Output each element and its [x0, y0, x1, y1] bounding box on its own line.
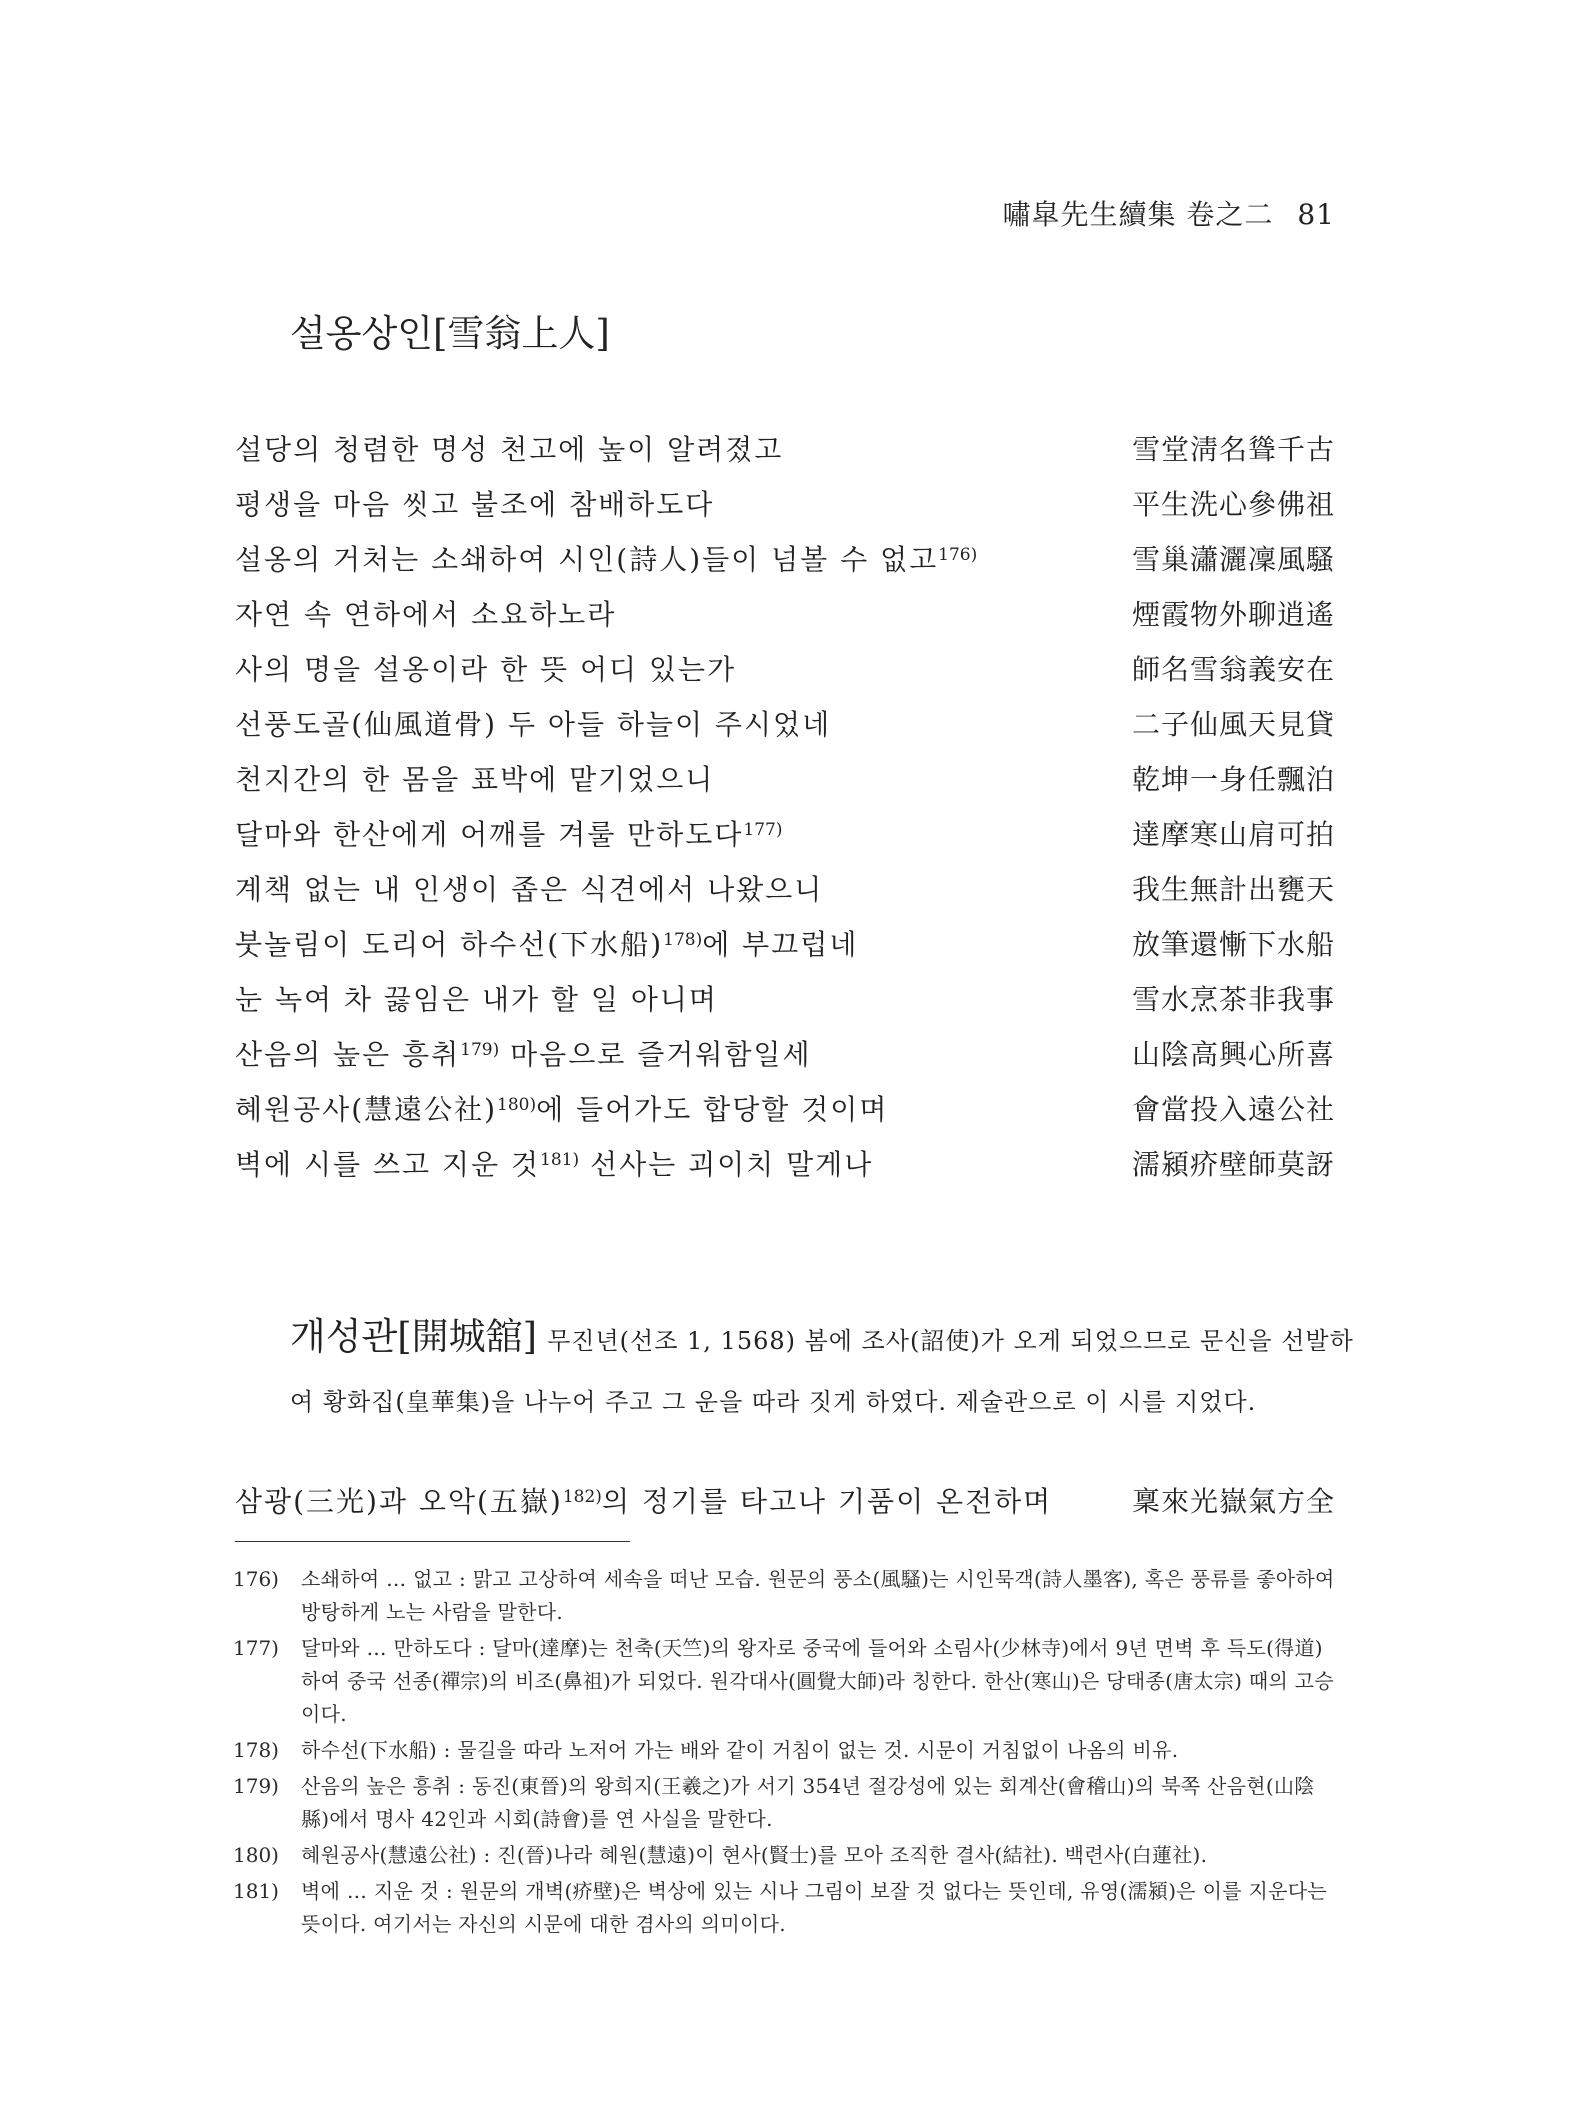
poem-line-chinese: 會當投入遠公社 — [1131, 1093, 1335, 1126]
poem-line-korean-text: 달마와 한산에게 어깨를 겨룰 만하도다 — [235, 818, 744, 851]
poem-title: 설옹상인[雪翁上人] — [290, 312, 610, 355]
footnotes — [233, 1563, 1335, 1944]
poem-line-korean-after: 마음으로 즐거워함일세 — [499, 1038, 812, 1071]
poem-line-korean — [235, 813, 782, 853]
poem-line-korean — [235, 1143, 873, 1183]
poem-line — [235, 1033, 1335, 1088]
poem-line — [235, 648, 1335, 703]
footnote — [233, 1770, 1335, 1836]
poem-line-korean — [235, 648, 736, 688]
poem-line-korean — [235, 1033, 812, 1073]
footnote-ref: 178) — [663, 930, 703, 950]
poem-line-korean-text: 벽에 시를 쓰고 지운 것 — [235, 1148, 541, 1181]
poem-line-korean — [235, 1480, 1052, 1520]
footnote-ref: 177) — [743, 820, 783, 840]
poem-line-chinese: 放筆還慚下水船 — [1131, 928, 1335, 961]
poem-line-korean — [235, 868, 823, 908]
poem-line — [235, 813, 1335, 868]
poem-line-korean-text: 설옹의 거처는 소쇄하여 시인(詩人)들이 넘볼 수 없고 — [235, 543, 939, 576]
poem-line — [235, 428, 1335, 483]
poem-line — [235, 923, 1335, 978]
poem-line-korean-after: 에 부끄럽네 — [702, 928, 859, 961]
intro-text-2: 여 황화집(皇華集)을 나누어 주고 그 운을 따라 짓게 하였다. 제술관으로 이 시를 지었다. — [290, 1388, 1257, 1416]
poem-line-chinese: 師名雪翁義安在 — [1131, 653, 1335, 686]
footnote-text: 혜원공사(慧遠公社) : 진(晉)나라 혜원(慧遠)이 현사(賢士)를 모아 조직한 결사(結社). 백련사(白蓮社). — [301, 1843, 1208, 1867]
poem-line-korean-text: 천지간의 한 몸을 표박에 맡기었으니 — [235, 763, 715, 796]
poem-line-korean-after: 에 들어가도 합당할 것이며 — [536, 1093, 889, 1126]
poem-line-korean — [235, 538, 977, 578]
footnote-number: 181) — [233, 1879, 279, 1903]
footnote-rule — [235, 1541, 630, 1542]
poem-line-korean — [235, 483, 714, 523]
poem-line-korean — [235, 703, 831, 743]
poem-line — [235, 868, 1335, 923]
poem-line-korean — [235, 923, 858, 963]
footnote-ref: 181) — [540, 1150, 580, 1170]
poem-line-korean-after: 의 정기를 타고나 기품이 온전하며 — [601, 1485, 1053, 1518]
footnote — [233, 1875, 1335, 1941]
poem-line-korean — [235, 758, 714, 798]
intro-text-1: 무진년(선조 1, 1568) 봄에 조사(詔使)가 오게 되었으므로 문신을 선발하 — [547, 1327, 1354, 1355]
poem-line — [235, 538, 1335, 593]
poem-line-korean-text: 혜원공사(慧遠公社) — [235, 1093, 498, 1126]
page-number: 81 — [1297, 198, 1335, 231]
footnote — [233, 1839, 1335, 1872]
poem-line-chinese: 雪水烹茶非我事 — [1131, 983, 1335, 1016]
poem-2-body — [235, 1480, 1335, 1535]
footnote — [233, 1632, 1335, 1731]
footnote-number: 180) — [233, 1843, 279, 1867]
footnote-number: 178) — [233, 1738, 279, 1762]
running-header — [1002, 193, 1335, 233]
poem-line-korean-text: 눈 녹여 차 끓임은 내가 할 일 아니며 — [235, 983, 718, 1016]
poem-2-title: 개성관[開城舘] — [290, 1315, 538, 1358]
poem-line-chinese: 達摩寒山肩可拍 — [1131, 818, 1335, 851]
poem-line-korean-text: 자연 속 연하에서 소요하노라 — [235, 598, 617, 631]
poem-line-chinese: 雪堂淸名聳千古 — [1131, 433, 1335, 466]
footnote-ref: 182) — [562, 1487, 602, 1507]
poem-line-korean-text: 붓놀림이 도리어 하수선(下水船) — [235, 928, 664, 961]
poem-line-korean-text: 선풍도골(仙風道骨) 두 아들 하늘이 주시었네 — [235, 708, 832, 741]
poem-line-korean — [235, 593, 616, 633]
footnote-ref: 180) — [497, 1095, 537, 1115]
footnote — [233, 1734, 1335, 1767]
poem-line-korean-text: 산음의 높은 흥취 — [235, 1038, 461, 1071]
poem-line-chinese: 稟來光嶽氣方全 — [1131, 1485, 1335, 1518]
footnote — [233, 1563, 1335, 1629]
poem-line-korean-text: 계책 없는 내 인생이 좁은 식견에서 나왔으니 — [235, 873, 824, 906]
poem-line-chinese: 平生洗心參佛祖 — [1131, 488, 1335, 521]
footnote-text: 하수선(下水船) : 물길을 따라 노저어 가는 배와 같이 거침이 없는 것. 시문이 거침없이 나옴의 비유. — [301, 1738, 1179, 1762]
poem-line — [235, 593, 1335, 648]
footnote-ref: 176) — [938, 545, 978, 565]
poem-line-korean-text: 삼광(三光)과 오악(五嶽) — [235, 1485, 563, 1518]
poem-line-korean — [235, 428, 783, 468]
poem-line — [235, 703, 1335, 758]
poem-line — [235, 1480, 1335, 1535]
poem-line-chinese: 雪巢瀟灑凜風騷 — [1131, 543, 1335, 576]
poem-line — [235, 483, 1335, 538]
poem-line — [235, 1088, 1335, 1143]
footnote-ref: 179) — [460, 1040, 500, 1060]
footnote-text: 벽에 … 지운 것 : 원문의 개벽(疥壁)은 벽상에 있는 시나 그림이 보잘 것 없다는 뜻인데, 유영(濡潁)은 이를 지운다는 뜻이다. 여기서는 자신의 시문에 대한 겸사의 의미이다. — [301, 1879, 1327, 1936]
footnote-number: 176) — [233, 1567, 279, 1591]
poem-line-korean-text: 평생을 마음 씻고 불조에 참배하도다 — [235, 488, 715, 521]
footnote-number: 179) — [233, 1774, 279, 1798]
poem-line-korean — [235, 978, 718, 1018]
footnote-text: 소쇄하여 … 없고 : 맑고 고상하여 세속을 떠난 모습. 원문의 풍소(風騷)는 시인묵객(詩人墨客), 혹은 풍류를 좋아하여 방탕하게 노는 사람을 말한다. — [301, 1567, 1335, 1624]
poem-line — [235, 978, 1335, 1033]
poem-line-korean-text: 사의 명을 설옹이라 한 뜻 어디 있는가 — [235, 653, 737, 686]
footnote-text: 산음의 높은 흥취 : 동진(東晉)의 왕희지(王羲之)가 서기 354년 절강성에 있는 회계산(會稽山)의 북쪽 산음현(山陰縣)에서 명사 42인과 시회(詩會)를 연 사실을 말한다. — [301, 1774, 1315, 1831]
footnote-text: 달마와 … 만하도다 : 달마(達摩)는 천축(天竺)의 왕자로 중국에 들어와 소림사(少林寺)에서 9년 면벽 후 득도(得道)하여 중국 선종(禪宗)의 비조(鼻祖)가 되었다. 원각대사(圓覺大師)라 칭한다. 한산(寒山)은 당태종(唐太宗) 때의 고승이다. — [301, 1636, 1335, 1726]
poem-line-chinese: 濡潁疥壁師莫訝 — [1131, 1148, 1335, 1181]
poem-line-korean-text: 설당의 청렴한 명성 천고에 높이 알려졌고 — [235, 433, 784, 466]
running-title: 嘯皐先生續集 卷之二 — [1002, 198, 1274, 231]
poem-line — [235, 1143, 1335, 1198]
section-intro — [290, 1306, 1354, 1417]
poem-body — [235, 428, 1335, 1198]
poem-line-chinese: 乾坤一身任飄泊 — [1131, 763, 1335, 796]
poem-line — [235, 758, 1335, 813]
poem-line-chinese: 煙霞物外聊逍遙 — [1131, 598, 1335, 631]
poem-line-chinese: 我生無計出甕天 — [1131, 873, 1335, 906]
poem-line-korean — [235, 1088, 888, 1128]
poem-line-chinese: 二子仙風天見貸 — [1131, 708, 1335, 741]
poem-line-chinese: 山陰高興心所喜 — [1131, 1038, 1335, 1071]
poem-line-korean-after: 선사는 괴이치 말게나 — [579, 1148, 874, 1181]
footnote-number: 177) — [233, 1636, 279, 1660]
